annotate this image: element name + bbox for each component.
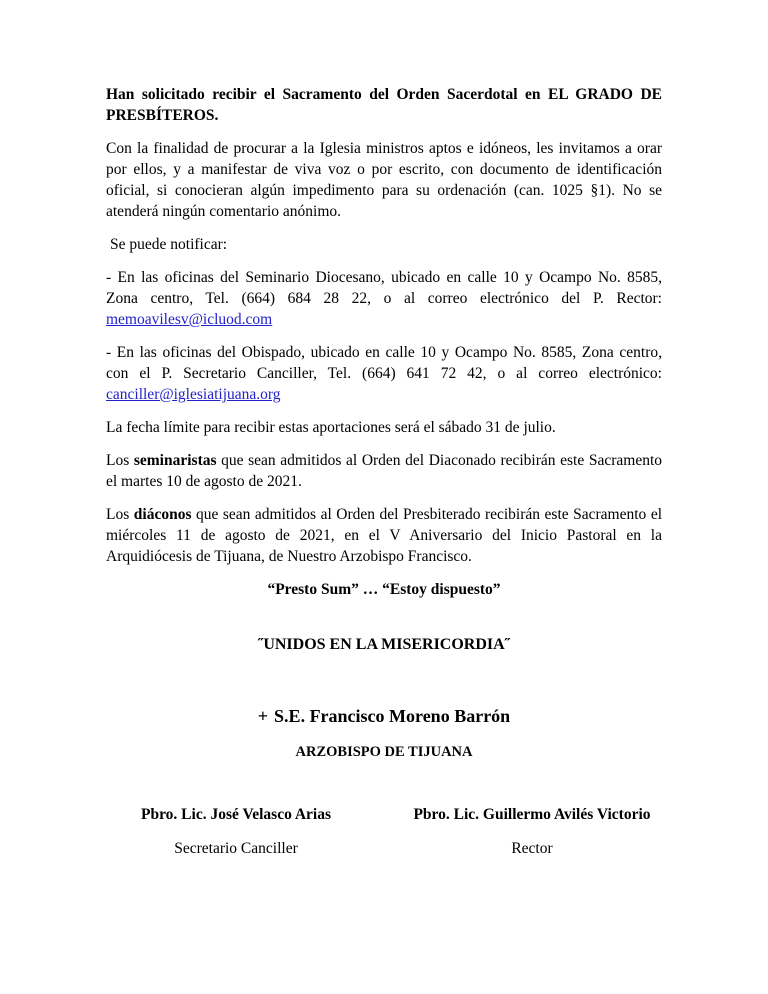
seminaristas-prefix: Los (106, 452, 134, 469)
paragraph-diaconos (106, 504, 662, 567)
paragraph-office-obispado (106, 342, 662, 405)
paragraph-seminaristas (106, 450, 662, 492)
cross-icon: + (257, 706, 269, 726)
office-obispado-text: - En las oficinas del Obispado, ubicado en calle 10 y Ocampo No. 8585, Zona centro, con el P. Secretario Canciller, Tel. (664) 641 72 42, o al correo electrónico: (106, 344, 662, 382)
notify-label: Se puede notificar: (110, 236, 228, 253)
heading-orden-sacerdotal: Han solicitado recibir el Sacramento del Orden Sacerdotal en EL GRADO DE PRESBÍTEROS. (106, 86, 662, 124)
signature-block-canciller (106, 804, 366, 859)
paragraph-invitation: Con la finalidad de procurar a la Iglesia ministros aptos e idóneos, les invitamos a orar por ellos, y a manifestar de viva voz o por escrito, con documento de identificación oficial, si conocieran algún impedimento para su ordenación (can. 1025 §1). No se atenderá ningún comentario anónimo. (106, 140, 662, 220)
diaconos-suffix: que sean admitidos al Orden del Presbiterado recibirán este Sacramento el miércoles 11 de agosto de 2021, en el V Aniversario del Inicio Pastoral en la Arquidiócesis de Tijuana, de Nuestro Arzobispo Francisco. (106, 506, 662, 565)
signature-block-rector (402, 804, 662, 859)
canciller-email-link[interactable]: canciller@iglesiatijuana.org (106, 386, 281, 403)
signature-row (106, 804, 662, 859)
archbishop-title: ARZOBISPO DE TIJUANA (295, 744, 473, 760)
motto-unidos-misericordia: ˝UNIDOS EN LA MISERICORDIA˝ (257, 636, 511, 653)
office-seminario-text: - En las oficinas del Seminario Diocesano, ubicado en calle 10 y Ocampo No. 8585, Zona centro, Tel. (664) 684 28 22, o al correo electrónico del P. Rector: (106, 269, 662, 307)
motto-presto-sum: “Presto Sum” … “Estoy dispuesto” (267, 581, 501, 598)
archbishop-name-line (106, 704, 662, 728)
seminaristas-suffix: que sean admitidos al Orden del Diaconado recibirán este Sacramento el martes 10 de agosto de 2021. (106, 452, 663, 490)
diaconos-bold: diáconos (133, 506, 192, 523)
seminaristas-bold: seminaristas (133, 452, 217, 469)
paragraph-deadline: La fecha límite para recibir estas aportaciones será el sábado 31 de julio. (106, 419, 556, 436)
signature-name-rector: Pbro. Lic. Guillermo Avilés Victorio (413, 806, 651, 823)
archbishop-name: S.E. Francisco Moreno Barrón (274, 706, 511, 726)
signature-title-rector: Rector (511, 840, 553, 857)
rector-email-link[interactable]: memoavilesv@icluod.com (106, 311, 273, 328)
paragraph-office-seminario (106, 267, 662, 330)
diaconos-prefix: Los (106, 506, 134, 523)
signature-title-canciller: Secretario Canciller (174, 840, 298, 857)
signature-name-canciller: Pbro. Lic. José Velasco Arias (140, 806, 332, 823)
